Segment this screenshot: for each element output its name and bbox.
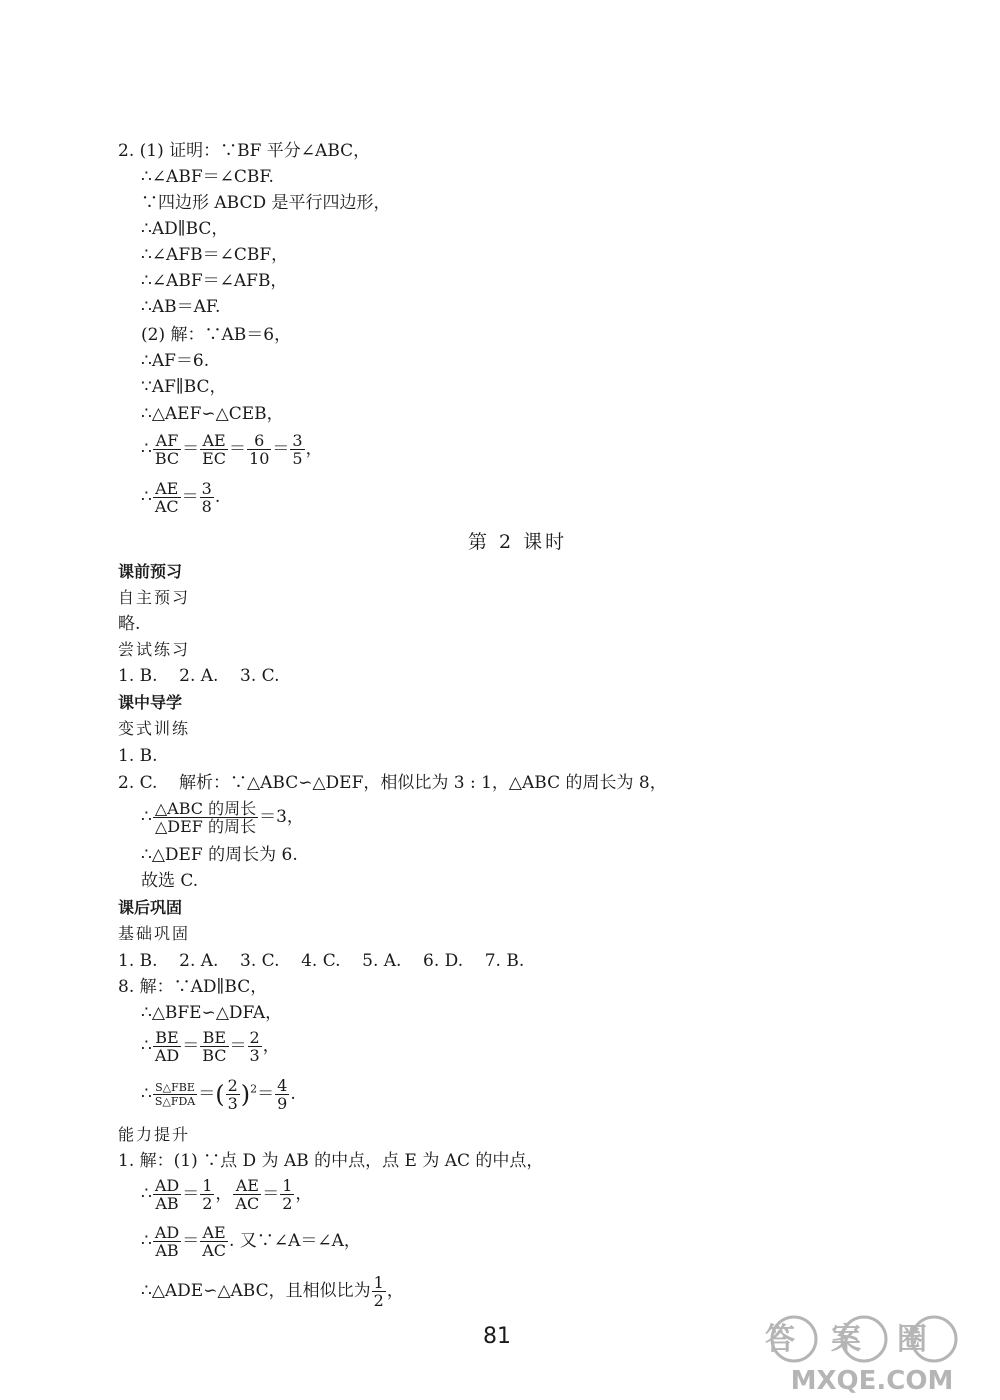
eq-text: ， — [295, 1184, 313, 1204]
fraction — [233, 1177, 261, 1212]
denominator: 2 — [282, 1194, 293, 1213]
fraction — [153, 1029, 181, 1064]
numerator: 2 — [227, 1076, 238, 1095]
numerator: 3 — [292, 431, 303, 450]
numerator: 4 — [277, 1076, 288, 1095]
page-number: 81 — [483, 1324, 511, 1349]
text-line: ∵AF∥BC， — [141, 377, 227, 397]
numerator: BE — [200, 1029, 228, 1047]
eq-text: ＝ — [182, 1184, 200, 1204]
equation-equal-ratio — [141, 1224, 361, 1259]
text-line: 故选 C. — [141, 871, 199, 891]
watermark-logo-icon — [752, 1309, 992, 1395]
denominator: 2 — [202, 1194, 213, 1213]
watermark — [752, 1309, 992, 1395]
text-line: 2. (1) 证明：∵BF 平分∠ABC， — [118, 141, 371, 161]
denominator: 5 — [292, 449, 303, 468]
svg-text:MXQE.COM: MXQE.COM — [790, 1366, 954, 1395]
eq-text: ∴ — [141, 1084, 152, 1104]
subsection-heading: 尝试练习 — [118, 640, 191, 659]
numerator: AE — [233, 1177, 261, 1195]
text-line: (2) 解：∵AB＝6， — [141, 325, 292, 345]
eq-text: ＝ — [182, 439, 200, 459]
fraction — [280, 1177, 294, 1212]
eq-text: ＝3， — [259, 807, 304, 827]
fraction — [247, 432, 271, 467]
numerator: AE — [200, 432, 228, 450]
eq-text: ， — [262, 1036, 280, 1056]
eq-text: ∴ — [141, 487, 152, 507]
eq-text: ∴ — [141, 807, 152, 827]
text-line: 略. — [118, 614, 141, 634]
fraction — [200, 432, 228, 467]
lesson-title: 第 2 课时 — [468, 531, 568, 553]
denominator: 10 — [249, 449, 270, 468]
text-line: ∴△AEF∽△CEB， — [141, 404, 284, 424]
numerator: AD — [154, 1223, 180, 1242]
denominator: AC — [235, 1194, 260, 1213]
numerator: 1 — [202, 1176, 213, 1195]
numerator: 1 — [373, 1273, 384, 1292]
paren: ) — [240, 1080, 251, 1109]
denominator: BC — [202, 1046, 227, 1065]
subsection-heading: 能力提升 — [118, 1125, 191, 1144]
fraction — [200, 1029, 228, 1064]
eq-text: ＝ — [272, 439, 290, 459]
denominator: 3 — [227, 1094, 238, 1113]
answer-line: 2. C. 解析：∵△ABC∽△DEF，相似比为 3 : 1，△ABC 的周长为 8， — [118, 773, 667, 793]
eq-text: . — [214, 487, 221, 507]
text-line: ∵四边形 ABCD 是平行四边形， — [141, 193, 391, 213]
fraction — [153, 432, 181, 467]
eq-text: ＝ — [229, 1036, 247, 1056]
eq-text: ＝ — [229, 439, 247, 459]
equation-ratio-3 — [141, 1029, 280, 1064]
fraction — [200, 1224, 228, 1259]
equation-ratio-1 — [141, 432, 323, 467]
subsection-heading: 自主预习 — [118, 588, 191, 607]
fraction — [275, 1077, 289, 1112]
denominator: AB — [155, 1194, 179, 1213]
section-heading: 课中导学 — [118, 693, 183, 712]
exponent: 2 — [250, 1082, 258, 1096]
fraction — [153, 1081, 197, 1108]
denominator: △DEF 的周长 — [154, 817, 256, 836]
denominator: AD — [154, 1046, 180, 1065]
fraction — [248, 1029, 262, 1064]
denominator: 3 — [249, 1046, 260, 1065]
section-heading: 课后巩固 — [118, 898, 183, 917]
text-line: ∴AB＝AF. — [141, 297, 221, 317]
answer-line: 1. B. 2. A. 3. C. 4. C. 5. A. 6. D. 7. B. — [118, 951, 525, 971]
numerator: AE — [200, 1224, 228, 1242]
eq-text: ∴ — [141, 1231, 152, 1251]
eq-text: ＝ — [182, 1036, 200, 1056]
fraction — [200, 1177, 214, 1212]
text-line: ∴∠ABF＝∠CBF. — [141, 167, 274, 187]
numerator: AD — [154, 1176, 180, 1195]
paren: ( — [215, 1080, 225, 1109]
numerator: 3 — [201, 479, 212, 498]
equation-ratio-2 — [141, 480, 220, 515]
text-line: ∴∠ABF＝∠AFB， — [141, 271, 288, 291]
eq-text: ＝ — [262, 1184, 280, 1204]
eq-text: ∴ — [141, 439, 152, 459]
eq-text: ， — [215, 1184, 233, 1204]
denominator: 9 — [277, 1094, 288, 1113]
numerator: 1 — [282, 1176, 293, 1195]
eq-text: ， — [386, 1281, 404, 1301]
eq-text: . — [290, 1084, 296, 1104]
eq-text: . 又∵∠A＝∠A， — [229, 1231, 361, 1251]
eq-text: ＝ — [198, 1084, 216, 1104]
denominator: 8 — [201, 497, 212, 516]
eq-text: ＝ — [181, 487, 199, 507]
fraction — [226, 1077, 240, 1112]
numerator: 2 — [249, 1028, 260, 1047]
denominator: AB — [155, 1241, 179, 1260]
denominator: AC — [154, 497, 179, 516]
eq-text: ∴ — [141, 1184, 152, 1204]
eq-text: ＝ — [257, 1084, 275, 1104]
text-line: ∴∠AFB＝∠CBF， — [141, 245, 289, 265]
numerator: BE — [153, 1029, 181, 1047]
text-line: 1. 解：(1) ∵点 D 为 AB 的中点，点 E 为 AC 的中点， — [118, 1151, 544, 1171]
equation-area-ratio — [141, 1077, 296, 1112]
fraction — [372, 1274, 386, 1309]
answer-line: 1. B. 2. A. 3. C. — [118, 666, 280, 686]
eq-text: ∴ — [141, 1036, 152, 1056]
fraction — [153, 1177, 181, 1212]
text-line: 8. 解：∵AD∥BC， — [118, 977, 268, 997]
fraction — [153, 800, 258, 835]
numerator: S△FBE — [153, 1081, 197, 1095]
fraction — [153, 1224, 181, 1259]
subsection-heading: 变式训练 — [118, 719, 191, 738]
subsection-heading: 基础巩固 — [118, 924, 191, 943]
denominator: BC — [154, 449, 180, 468]
fraction — [290, 432, 304, 467]
denominator: S△FDA — [154, 1095, 196, 1108]
text-line: ∴AF＝6. — [141, 351, 210, 371]
equation-perimeter-ratio — [141, 800, 304, 835]
answer-line: 1. B. — [118, 746, 158, 766]
denominator: EC — [202, 449, 227, 468]
numerator: 6 — [247, 432, 271, 450]
fraction — [153, 480, 181, 515]
text-line: ∴△DEF 的周长为 6. — [141, 845, 298, 865]
numerator: AF — [153, 432, 181, 450]
equation-similarity — [141, 1274, 404, 1309]
text-line: ∴△BFE∽△DFA， — [141, 1003, 283, 1023]
text-line: ∴AD∥BC， — [141, 219, 229, 239]
equation-midpoint-ratio — [141, 1177, 312, 1212]
svg-text:答案圈: 答案圈 — [765, 1322, 963, 1357]
numerator: AE — [153, 480, 181, 498]
numerator: △ABC 的周长 — [154, 799, 257, 818]
denominator: 2 — [373, 1291, 384, 1310]
eq-text: ∴△ADE∽△ABC，且相似比为 — [141, 1281, 371, 1301]
section-heading: 课前预习 — [118, 562, 183, 581]
eq-text: ＝ — [182, 1231, 200, 1251]
eq-text: ， — [305, 439, 323, 459]
denominator: AC — [202, 1241, 227, 1260]
fraction — [200, 480, 214, 515]
